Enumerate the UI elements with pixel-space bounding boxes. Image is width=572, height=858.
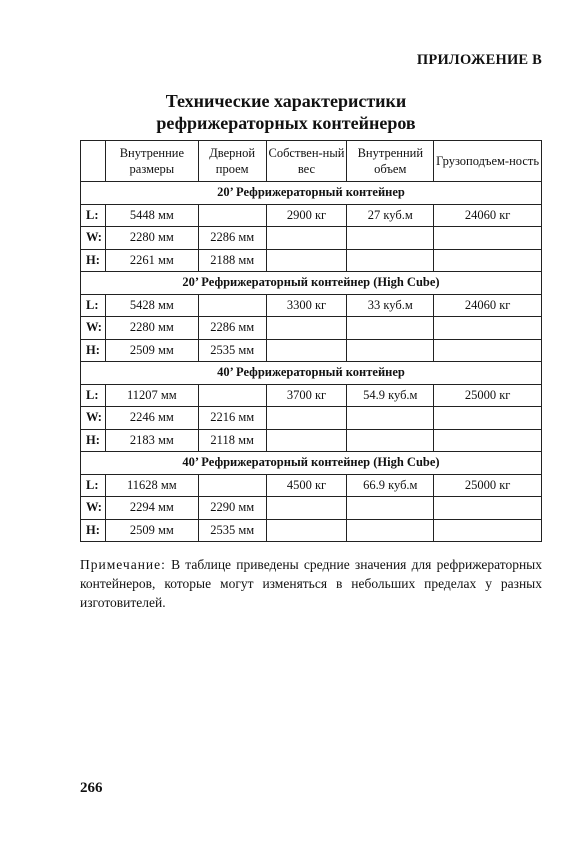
weight-cell: 3300 кг: [266, 294, 347, 317]
weight-cell: 4500 кг: [266, 474, 347, 497]
table-row: [81, 407, 542, 430]
volume-cell: [347, 429, 434, 452]
weight-cell: 2900 кг: [266, 204, 347, 227]
inner-size-cell: 2280 мм: [105, 227, 198, 250]
dim-cell: L:: [81, 204, 106, 227]
page-number: 266: [80, 780, 103, 796]
volume-cell: [347, 227, 434, 250]
section-header-row: [81, 272, 542, 295]
dim-cell: H:: [81, 339, 106, 362]
section-title: 40’ Рефрижераторный контейнер (High Cube): [81, 452, 542, 475]
weight-cell: [266, 317, 347, 340]
table-row: [81, 429, 542, 452]
table-row: [81, 227, 542, 250]
column-header-inner-size: Внутренние размеры: [105, 141, 198, 182]
dim-cell: H:: [81, 519, 106, 542]
inner-size-cell: 2261 мм: [105, 249, 198, 272]
table-row: [81, 339, 542, 362]
volume-cell: 66.9 куб.м: [347, 474, 434, 497]
dim-cell: W:: [81, 317, 106, 340]
weight-cell: [266, 407, 347, 430]
weight-cell: [266, 497, 347, 520]
section-header-row: [81, 452, 542, 475]
column-header-dim: [81, 141, 106, 182]
inner-size-cell: 5448 мм: [105, 204, 198, 227]
table-row: [81, 204, 542, 227]
column-header-door: Дверной проем: [198, 141, 266, 182]
door-cell: 2188 мм: [198, 249, 266, 272]
section-header-row: [81, 362, 542, 385]
weight-cell: [266, 227, 347, 250]
column-header-capacity: Грузоподъем-ность: [434, 141, 542, 182]
volume-cell: [347, 497, 434, 520]
title-line-2: рефрижераторных контейнеров: [156, 113, 416, 133]
door-cell: [198, 474, 266, 497]
dim-cell: L:: [81, 294, 106, 317]
table-row: [81, 384, 542, 407]
capacity-cell: 24060 кг: [434, 204, 542, 227]
capacity-cell: [434, 497, 542, 520]
inner-size-cell: 2294 мм: [105, 497, 198, 520]
door-cell: 2216 мм: [198, 407, 266, 430]
capacity-cell: [434, 317, 542, 340]
volume-cell: [347, 519, 434, 542]
door-cell: [198, 384, 266, 407]
dim-cell: H:: [81, 249, 106, 272]
door-cell: 2286 мм: [198, 317, 266, 340]
table-row: [81, 317, 542, 340]
weight-cell: [266, 339, 347, 362]
column-header-volume: Внутренний объем: [347, 141, 434, 182]
door-cell: 2290 мм: [198, 497, 266, 520]
capacity-cell: [434, 227, 542, 250]
specs-table: [80, 140, 542, 542]
dim-cell: L:: [81, 474, 106, 497]
column-header-weight: Собствен-ный вес: [266, 141, 347, 182]
dim-cell: W:: [81, 227, 106, 250]
table-row: [81, 519, 542, 542]
section-header-row: [81, 182, 542, 205]
table-row: [81, 474, 542, 497]
dim-cell: H:: [81, 429, 106, 452]
dim-cell: W:: [81, 497, 106, 520]
inner-size-cell: 2280 мм: [105, 317, 198, 340]
table-row: [81, 249, 542, 272]
capacity-cell: 25000 кг: [434, 384, 542, 407]
inner-size-cell: 11207 мм: [105, 384, 198, 407]
weight-cell: [266, 429, 347, 452]
section-title: 20’ Рефрижераторный контейнер: [81, 182, 542, 205]
door-cell: 2535 мм: [198, 519, 266, 542]
volume-cell: [347, 407, 434, 430]
door-cell: [198, 294, 266, 317]
volume-cell: 27 куб.м: [347, 204, 434, 227]
inner-size-cell: 2246 мм: [105, 407, 198, 430]
weight-cell: [266, 249, 347, 272]
note-paragraph: [80, 555, 542, 612]
inner-size-cell: 2183 мм: [105, 429, 198, 452]
capacity-cell: [434, 249, 542, 272]
title-line-1: Технические характеристики: [165, 91, 407, 111]
volume-cell: [347, 317, 434, 340]
inner-size-cell: 11628 мм: [105, 474, 198, 497]
capacity-cell: [434, 407, 542, 430]
weight-cell: 3700 кг: [266, 384, 347, 407]
door-cell: 2118 мм: [198, 429, 266, 452]
door-cell: [198, 204, 266, 227]
note-label: Примечание:: [80, 557, 166, 572]
appendix-header: ПРИЛОЖЕНИЕ В: [416, 52, 542, 68]
table-header-row: [81, 141, 542, 182]
volume-cell: [347, 249, 434, 272]
capacity-cell: [434, 519, 542, 542]
inner-size-cell: 2509 мм: [105, 339, 198, 362]
door-cell: 2286 мм: [198, 227, 266, 250]
dim-cell: W:: [81, 407, 106, 430]
volume-cell: 33 куб.м: [347, 294, 434, 317]
inner-size-cell: 2509 мм: [105, 519, 198, 542]
section-title: 40’ Рефрижераторный контейнер: [81, 362, 542, 385]
inner-size-cell: 5428 мм: [105, 294, 198, 317]
door-cell: 2535 мм: [198, 339, 266, 362]
section-title: 20’ Рефрижераторный контейнер (High Cube): [81, 272, 542, 295]
table-row: [81, 497, 542, 520]
capacity-cell: 25000 кг: [434, 474, 542, 497]
capacity-cell: [434, 429, 542, 452]
note-text: В таблице приведены средние значения для рефрижераторных контейнеров, которые могут изменяться в небольших пределах у разных изготовителей.: [80, 557, 542, 610]
table-body: [81, 182, 542, 542]
weight-cell: [266, 519, 347, 542]
capacity-cell: 24060 кг: [434, 294, 542, 317]
volume-cell: 54.9 куб.м: [347, 384, 434, 407]
volume-cell: [347, 339, 434, 362]
page-title: [0, 90, 572, 134]
dim-cell: L:: [81, 384, 106, 407]
table-row: [81, 294, 542, 317]
capacity-cell: [434, 339, 542, 362]
